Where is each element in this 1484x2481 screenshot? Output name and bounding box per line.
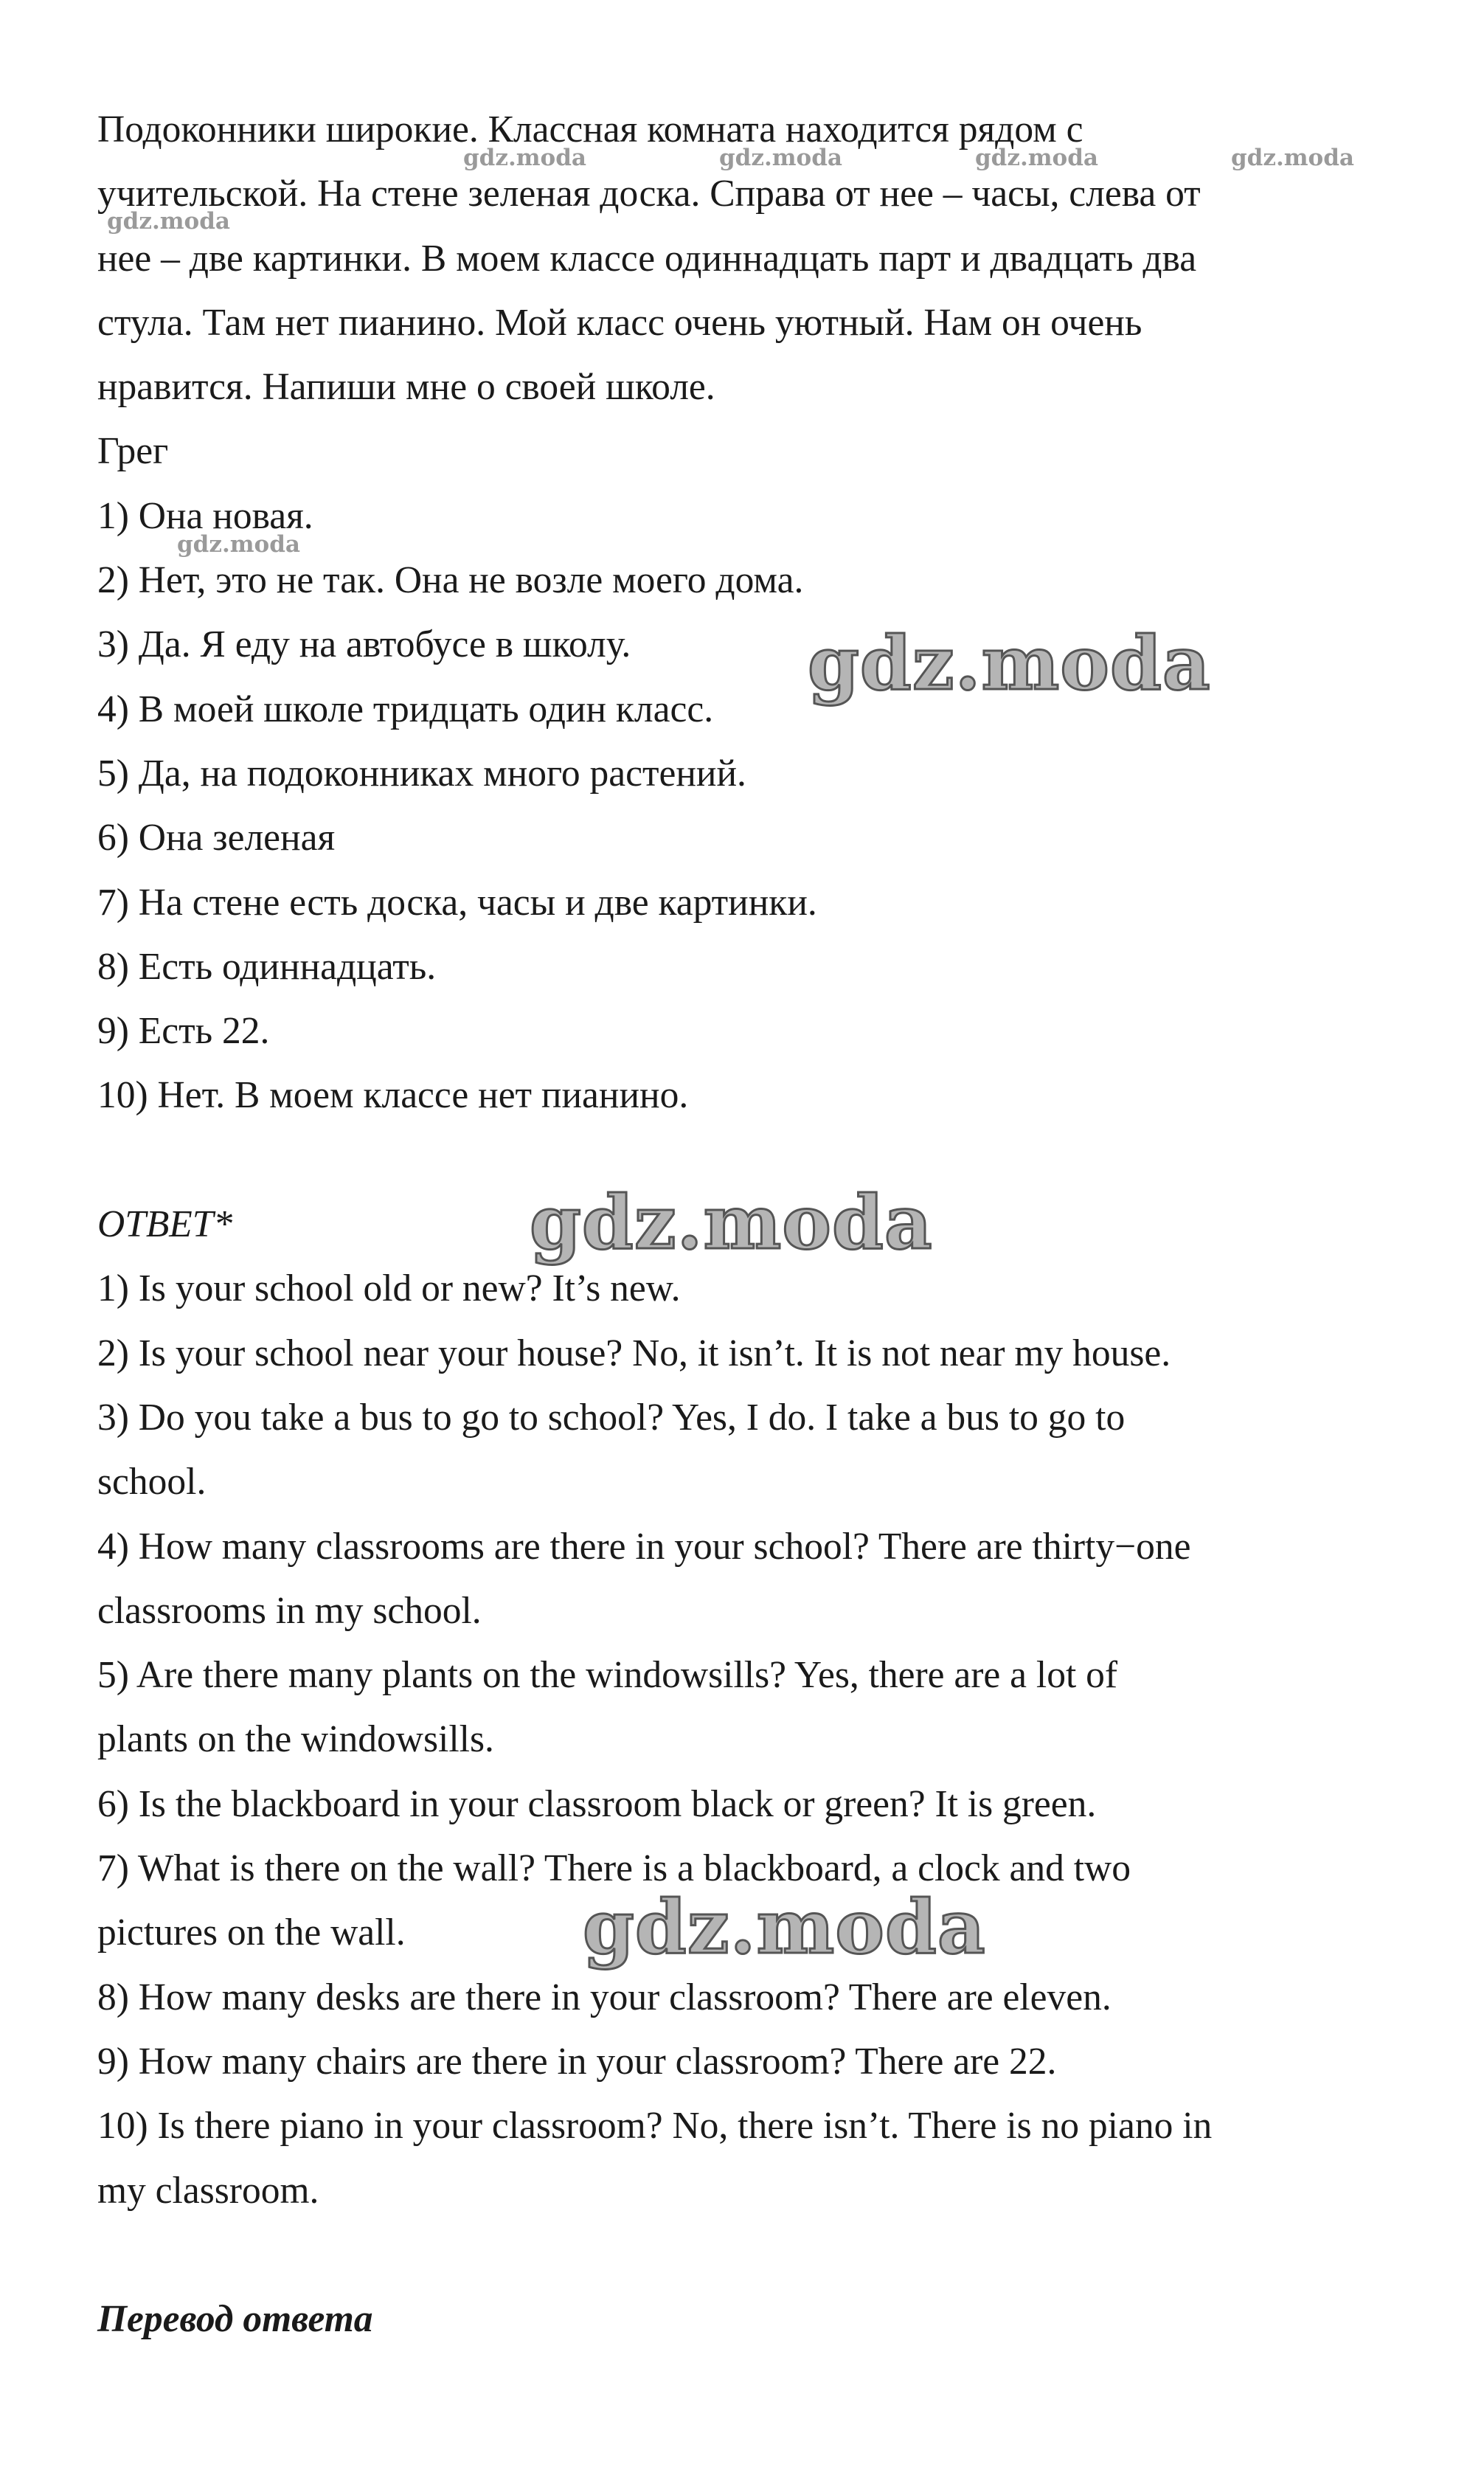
answer-ru-10: 10) Нет. В моем классе нет пианино.: [97, 1074, 689, 1117]
translation-heading: Перевод ответа: [97, 2298, 373, 2341]
answer-en-line: 4) How many classrooms are there in your school? There are thirty−one: [97, 1525, 1191, 1568]
answer-en-line: 2) Is your school near your house? No, it isn’t. It is not near my house.: [97, 1332, 1171, 1374]
answer-en-line: 5) Are there many plants on the windowsills? Yes, there are a lot of: [97, 1654, 1118, 1697]
watermark-small: gdz.moda: [1231, 145, 1354, 171]
answer-en-line: 9) How many chairs are there in your classroom? There are 22.: [97, 2040, 1057, 2083]
answer-ru-5: 5) Да, на подоконниках много растений.: [97, 752, 746, 795]
answer-en-line: pictures on the wall.: [97, 1911, 406, 1954]
answer-en-line: 6) Is the blackboard in your classroom black or green? It is green.: [97, 1782, 1097, 1825]
answer-en-line: classrooms in my school.: [97, 1589, 482, 1632]
answer-ru-8: 8) Есть одиннадцать.: [97, 945, 437, 988]
answer-ru-4: 4) В моей школе тридцать один класс.: [97, 688, 714, 730]
watermark-large: gdz.moda: [808, 620, 1211, 707]
watermark-large: gdz.moda: [530, 1179, 933, 1266]
answer-ru-6: 6) Она зеленая: [97, 817, 336, 859]
answer-en-line: 3) Do you take a bus to go to school? Yes, I do. I take a bus to go to: [97, 1396, 1126, 1439]
answer-en-line: my classroom.: [97, 2169, 319, 2212]
watermark-small: gdz.moda: [463, 145, 586, 171]
answer-en-line: 8) How many desks are there in your classroom? There are eleven.: [97, 1976, 1112, 2018]
watermark-small: gdz.moda: [177, 531, 300, 558]
answer-en-line: 1) Is your school old or new? It’s new.: [97, 1267, 681, 1310]
paragraph-line: нее – две картинки. В моем классе одиннадцать парт и двадцать два: [97, 237, 1197, 280]
answer-ru-9: 9) Есть 22.: [97, 1010, 270, 1053]
answer-en-line: 7) What is there on the wall? There is a blackboard, a clock and two: [97, 1847, 1131, 1890]
blank-line: [97, 2223, 1418, 2287]
signature: Грег: [97, 430, 169, 473]
answer-en-line: 10) Is there piano in your classroom? No, there isn’t. There is no piano in: [97, 2105, 1213, 2148]
watermark-small: gdz.moda: [107, 208, 230, 235]
paragraph-line: Подоконники широкие. Классная комната находится рядом с: [97, 108, 1083, 150]
paragraph-line: нравится. Напиши мне о своей школе.: [97, 366, 715, 409]
paragraph-line: стула. Там нет пианино. Мой класс очень уютный. Нам он очень: [97, 301, 1143, 344]
watermark-small: gdz.moda: [719, 145, 842, 171]
blank-line: [97, 1128, 1418, 1192]
paragraph-line: учительской. На стене зеленая доска. Справа от нее – часы, слева от: [97, 173, 1201, 215]
answer-heading: ОТВЕТ*: [97, 1203, 233, 1246]
document-body: [97, 97, 1418, 2351]
answer-ru-2: 2) Нет, это не так. Она не возле моего дома.: [97, 559, 804, 602]
answer-ru-1: 1) Она новая.: [97, 494, 313, 537]
watermark-small: gdz.moda: [975, 145, 1098, 171]
watermark-large: gdz.moda: [583, 1883, 986, 1970]
answer-ru-7: 7) На стене есть доска, часы и две картинки.: [97, 881, 817, 924]
answer-en-line: school.: [97, 1461, 207, 1504]
answer-ru-3: 3) Да. Я еду на автобусе в школу.: [97, 623, 631, 666]
answer-en-line: plants on the windowsills.: [97, 1718, 494, 1761]
